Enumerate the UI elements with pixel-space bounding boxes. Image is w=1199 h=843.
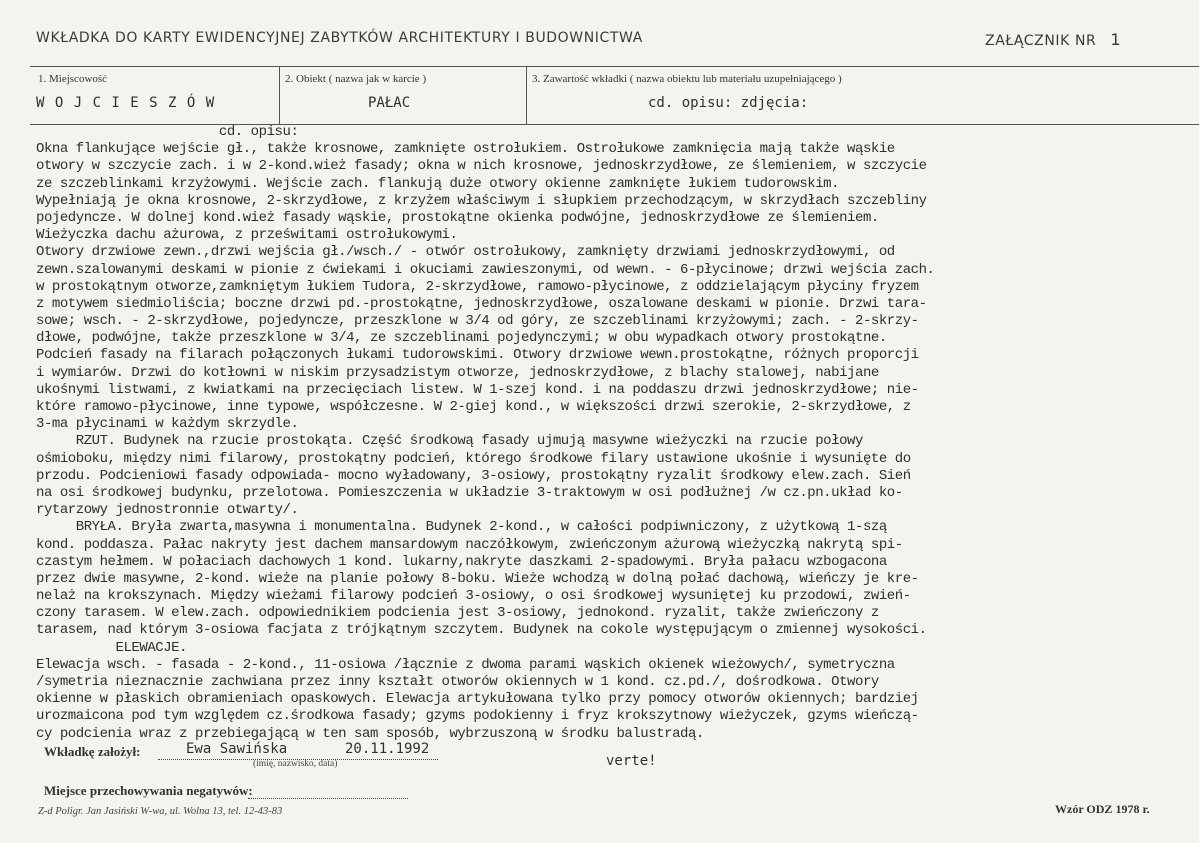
header-divider-top: [30, 66, 1199, 67]
locality-value: W O J C I E S Z Ó W: [36, 95, 216, 111]
description-line: cy podcienia wraz z przebiegającą w ten sam sposób, wybrzuszoną w środku balustradą.: [36, 725, 704, 742]
description-line: kond. poddasza. Pałac nakryty jest dachem mansardowym naczółkowym, zwieńczonym ażurową wieżyczką nakrytą spi-: [36, 536, 903, 553]
description-line: na osi środkowej budynku, przelotowa. Pomieszczenia w układzie 3-traktowym w osi podłużnej /w cz.pn.układ ko-: [36, 484, 903, 501]
description-line: okienne w płaskich obramieniach opaskowych. Elewacja artykułowana tylko przy pomocy otworów okiennych; bardziej: [36, 691, 919, 708]
description-line: ze szczeblinkami krzyżowymi. Wejście zach. flankują duże otwory okienne zamknięte łukiem tudorowskim.: [36, 175, 840, 192]
description-line: ukośnymi listwami, z kwiatkami na przecięciach listew. W 1-szej kond. i na poddaszu drzwi jednoskrzydłowe; nie-: [36, 381, 919, 398]
description-line: /symetria nieznacznie zachwiana przez inny kształt otworów okiennych w 1 kond. cz.pd./, dośrodkowa. Otwory: [36, 674, 879, 690]
description-line: pojedyncze. W dolnej kond.wież fasady wąskie, prostokątne okienka podwójne, jednoskrzydłowe ze ślemieniem.: [36, 209, 879, 226]
author-date: 20.11.1992: [345, 741, 430, 757]
description-line: rytarzowy jednostronnie otwarty/.: [36, 502, 299, 519]
description-line: tarasem, nad którym 3-osiowa facjata z trójkątnym szczytem. Budynek na cokole występującym o zmiennej wysokości.: [36, 622, 927, 639]
appendix-label-text: ZAŁĄCZNIK NR: [985, 33, 1097, 49]
description-line: ELEWACJE.: [36, 639, 188, 656]
field-divider-1: [279, 66, 280, 124]
description-line: sowe; wsch. - 2-skrzydłowe, pojedyncze, przeszklone w 3/4 od góry, ze szczeblinami krzyżowymi; zach. - 2-skrzy-: [36, 313, 919, 330]
description-line: Wypełniają je okna krosnowe, 2-skrzydłowe, z krzyżem właściwym i słupkiem przechodzącym, w skrzydłach szczebliny: [36, 192, 927, 209]
description-line: nelaż na krokszynach. Między wieżami filarowy podcień 3-osiowy, o osi środkowej wysuniętej ku przodowi, zwień-: [36, 588, 911, 605]
verte-note: verte!: [606, 753, 657, 769]
object-value: PAŁAC: [368, 95, 411, 111]
contents-value: cd. opisu: zdjęcia:: [648, 95, 809, 111]
field-divider-2: [526, 66, 527, 124]
description-line: zewn.szalowanymi deskami w pionie z ćwiekami i okuciami zawieszonymi, od wewn. - 6-płycinowe; drzwi wejścia zach.: [36, 261, 935, 278]
description-line: w prostokątnym otworze,zamkniętym łukiem Tudora, 2-skrzydłowe, ramowo-płycinowe, z oddzielającym płyciny fryzem: [36, 278, 919, 295]
appendix-label: [985, 30, 1121, 49]
appendix-number: 1: [1110, 30, 1122, 49]
author-label: Wkładkę założył:: [44, 744, 141, 759]
description-line: Elewacja wsch. - fasada - 2-kond., 11-osiowa /łącznie z dwoma parami wąskich okienek wieżowych/, symetryczna: [36, 656, 895, 673]
printer-imprint: Z-d Poligr. Jan Jasiński W-wa, ul. Wolna 13, tel. 12-43-83: [38, 806, 283, 817]
description-line: czony tarasem. W elew.zach. odpowiednikiem podcienia jest 3-osiowy, jednokond. ryzalit, także zwieńczony z: [36, 605, 879, 622]
description-line: przodu. Podcieniowi fasady odpowiada- mocno wyładowany, 3-osiowy, prostokątny ryzalit środkowy elew.zach. Sień: [36, 467, 911, 484]
description-line: ośmioboku, między nimi filarowy, prostokątny podcień, którego środkowe filary ustawione ukośnie i wysunięte do: [36, 450, 911, 467]
contents-label: 3. Zawartość wkładki ( nazwa obiektu lub materiału uzupełniającego ): [532, 73, 842, 85]
description-line: Otwory drzwiowe zewn.,drzwi wejścia gł./wsch./ - otwór ostrołukowy, zamknięty drzwiami jednoskrzydłowymi, od: [36, 244, 895, 261]
description-line: czastym hełmem. W połaciach dachowych 1 kond. lukarny,nakryte daszkami 2-spadowymi. Bryła pałacu wzbogacona: [36, 553, 887, 570]
description-line: RZUT. Budynek na rzucie prostokąta. Część środkową fasady ujmują masywne wieżyczki na rzucie połowy: [36, 433, 863, 450]
author-hint: (imię, nazwisko, data): [253, 759, 338, 769]
object-label: 2. Obiekt ( nazwa jak w karcie ): [285, 73, 427, 85]
description-line: z motywem siedmioliścia; boczne drzwi pd.-prostokątne, jednoskrzydłowe, oszalowane deskami w pionie. Drzwi tara-: [36, 295, 927, 312]
description-line: które ramowo-płycinowe, inne typowe, współczesne. W 2-giej kond., w większości drzwi szerokie, 2-skrzydłowe, z: [36, 399, 911, 415]
description-line: cd. opisu:: [36, 124, 299, 140]
negatives-dotted-line: [248, 797, 408, 799]
description-line: 3-ma płycinami w każdym skrzydle.: [36, 416, 299, 433]
card-title: WKŁADKA DO KARTY EWIDENCYJNEJ ZABYTKÓW ARCHITEKTURY I BUDOWNICTWA: [36, 30, 643, 46]
author-name: Ewa Sawińska: [186, 741, 288, 757]
form-code: Wzór ODZ 1978 r.: [1055, 802, 1150, 816]
description-line: Wieżyczka dachu ażurowa, z prześwitami ostrołukowymi.: [36, 227, 458, 244]
negatives-label: Miejsce przechowywania negatywów:: [44, 783, 253, 798]
description-line: urozmaicona pod tym względem cz.środkowa fasady; gzyms podokienny i fryz krokszytnowy wieżyczek, gzyms wieńczą-: [36, 708, 919, 725]
description-line: przez dwie masywne, 2-kond. wieże na planie połowy 8-boku. Wieże wchodzą w dolną połać dachową, wieńczy je kre-: [36, 570, 919, 587]
description-line: i wymiarów. Drzwi do kotłowni w niskim przysadzistym otworze, jednoskrzydłowe, z blachy stalowej, nabijane: [36, 364, 879, 381]
description-line: Podcień fasady na filarach połączonych łukami tudorowskimi. Otwory drzwiowe wewn.prostokątne, różnych proporcji: [36, 347, 919, 364]
description-text: [36, 124, 1196, 743]
description-line: otwory w szczycie zach. i w 2-kond.wież fasady; okna w nich krosnowe, jednoskrzydłowe, ze ślemieniem, w szczycie: [36, 158, 927, 175]
description-line: BRYŁA. Bryła zwarta,masywna i monumentalna. Budynek 2-kond., w całości podpiwniczony, z użytkową 1-szą: [36, 519, 887, 536]
description-line: Okna flankujące wejście gł., także krosnowe, zamknięte ostrołukiem. Ostrołukowe zamknięcia mają także wąskie: [36, 141, 895, 158]
description-line: dłowe, podwójne, także przeszklone w 3/4, ze szczeblinami pojedynczymi; w obu wypadkach otwory prostokątne.: [36, 330, 887, 347]
locality-label: 1. Miejscowość: [38, 73, 108, 85]
